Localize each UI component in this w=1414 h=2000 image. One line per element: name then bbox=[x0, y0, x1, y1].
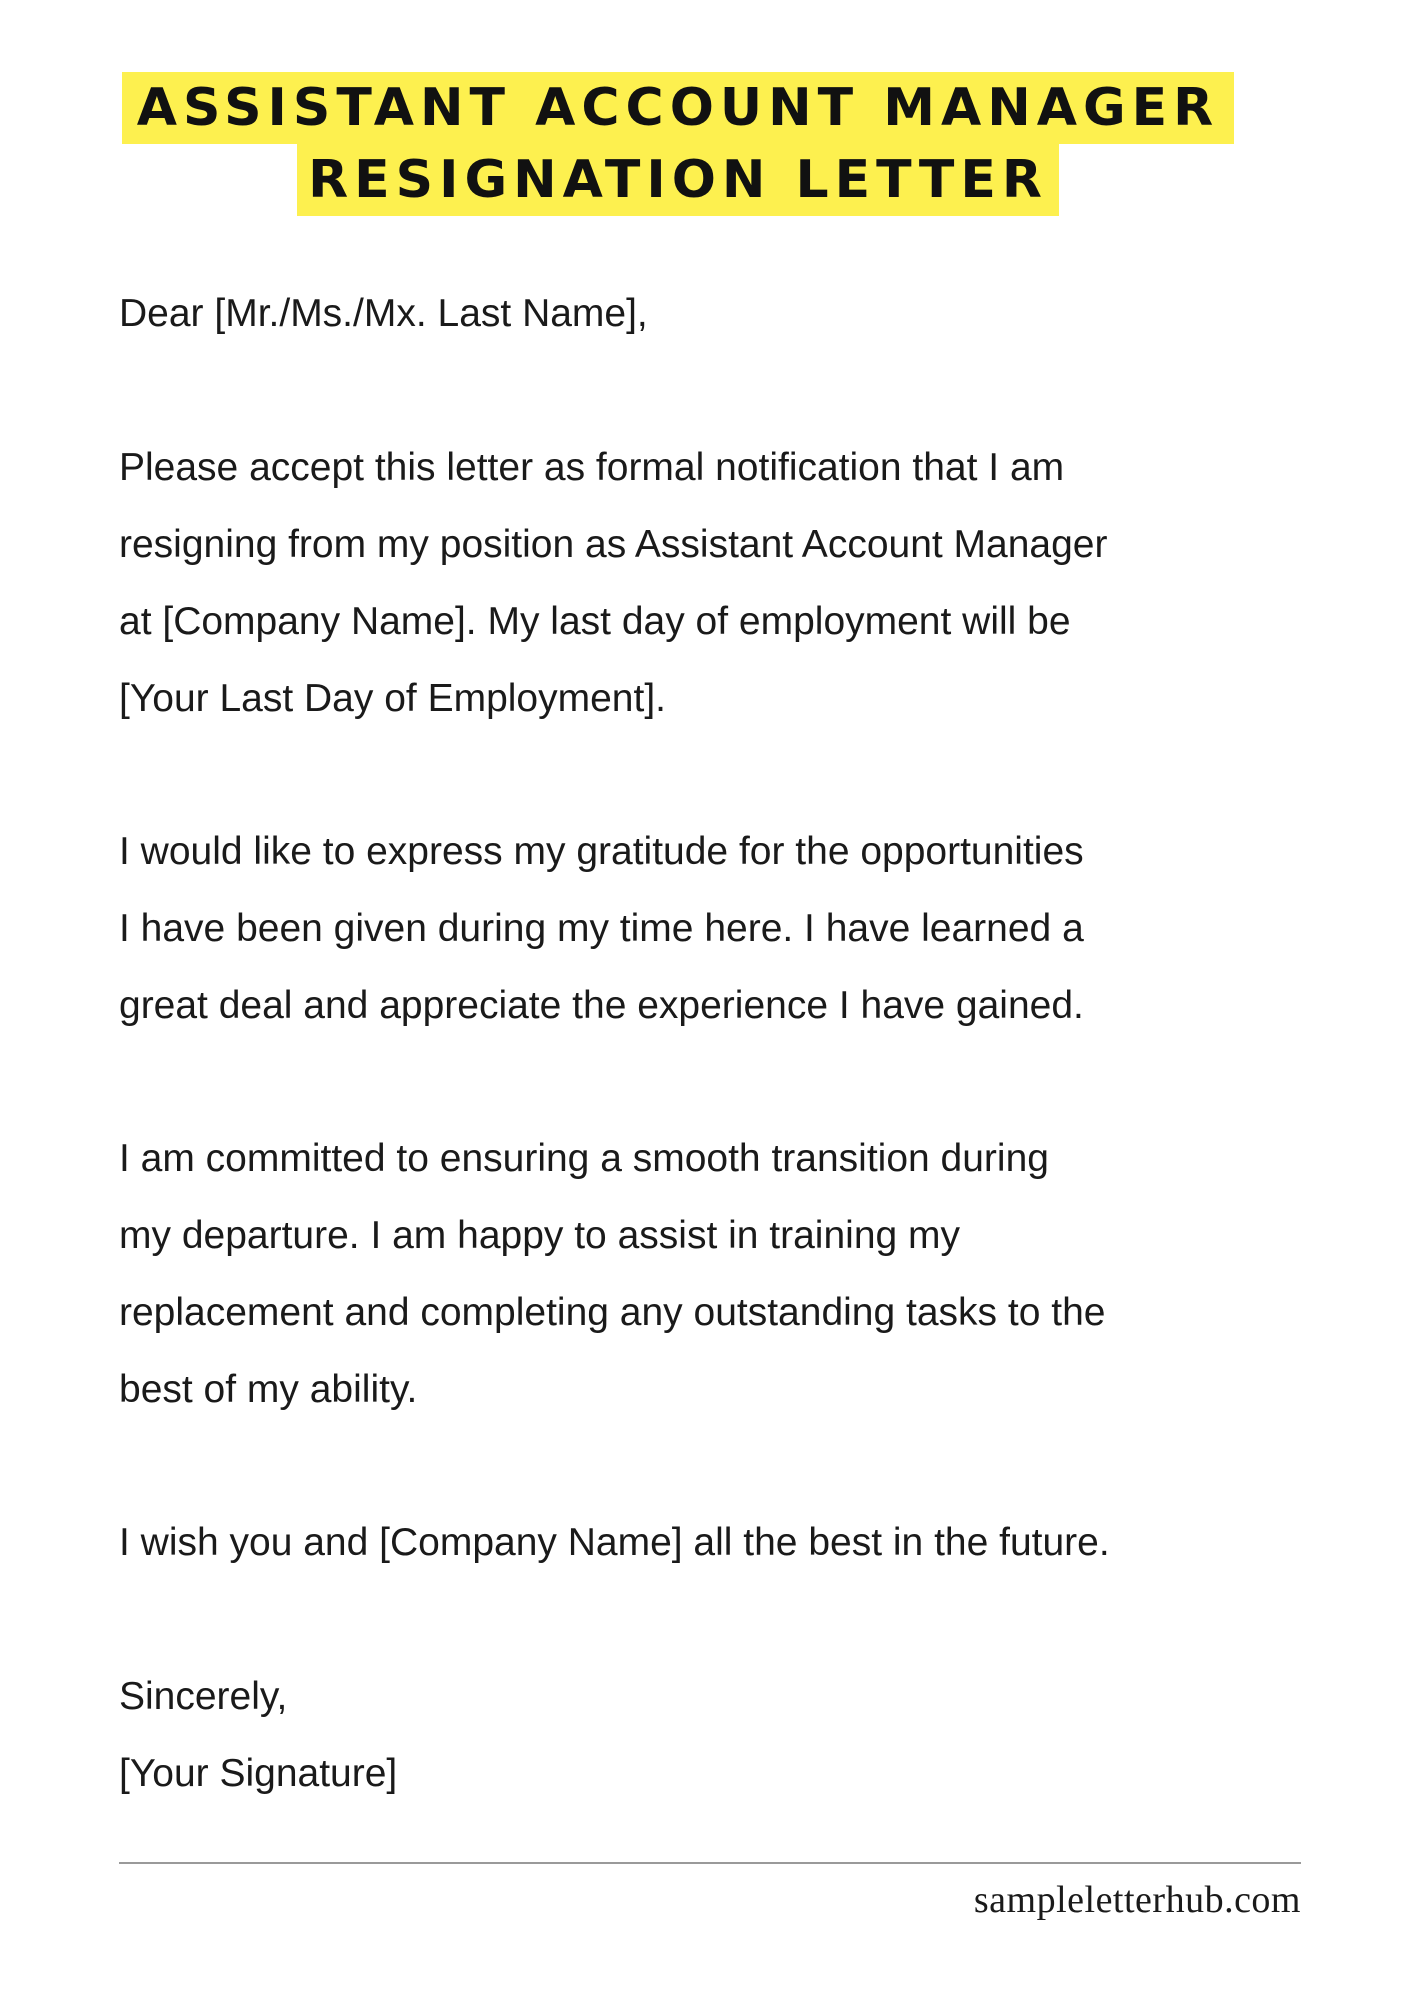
paragraph-3-line: my departure. I am happy to assist in training my bbox=[119, 1214, 961, 1257]
paragraph-3 bbox=[119, 1120, 1359, 1428]
paragraph-4-line: I wish you and [Company Name] all the best in the future. bbox=[119, 1521, 1110, 1564]
paragraph-1-line: at [Company Name]. My last day of employment will be bbox=[119, 600, 1071, 643]
paragraph-4 bbox=[119, 1504, 1359, 1581]
closing-text: Sincerely, bbox=[119, 1675, 288, 1718]
footer-divider bbox=[119, 1862, 1301, 1864]
paragraph-1-line: [Your Last Day of Employment]. bbox=[119, 677, 666, 720]
paragraph-1-line: resigning from my position as Assistant Account Manager bbox=[119, 523, 1108, 566]
paragraph-2-line: I would like to express my gratitude for the opportunities bbox=[119, 830, 1084, 873]
paragraph-3-line: I am committed to ensuring a smooth transition during bbox=[119, 1137, 1049, 1180]
salutation bbox=[119, 275, 1359, 352]
salutation-text: Dear [Mr./Ms./Mx. Last Name], bbox=[119, 292, 648, 335]
paragraph-2-line: great deal and appreciate the experience I have gained. bbox=[119, 984, 1084, 1027]
footer-website: sampleletterhub.com bbox=[973, 1879, 1301, 1921]
paragraph-1 bbox=[119, 429, 1359, 737]
title-line-2: RESIGNATION LETTER bbox=[297, 144, 1059, 216]
title-line-1: ASSISTANT ACCOUNT MANAGER bbox=[122, 72, 1234, 144]
closing-block bbox=[119, 1658, 1359, 1812]
signature-placeholder: [Your Signature] bbox=[119, 1752, 398, 1795]
paragraph-3-line: best of my ability. bbox=[119, 1368, 418, 1411]
paragraph-1-line: Please accept this letter as formal notification that I am bbox=[119, 446, 1065, 489]
paragraph-2 bbox=[119, 813, 1359, 1044]
paragraph-3-line: replacement and completing any outstanding tasks to the bbox=[119, 1291, 1106, 1334]
paragraph-2-line: I have been given during my time here. I have learned a bbox=[119, 907, 1084, 950]
